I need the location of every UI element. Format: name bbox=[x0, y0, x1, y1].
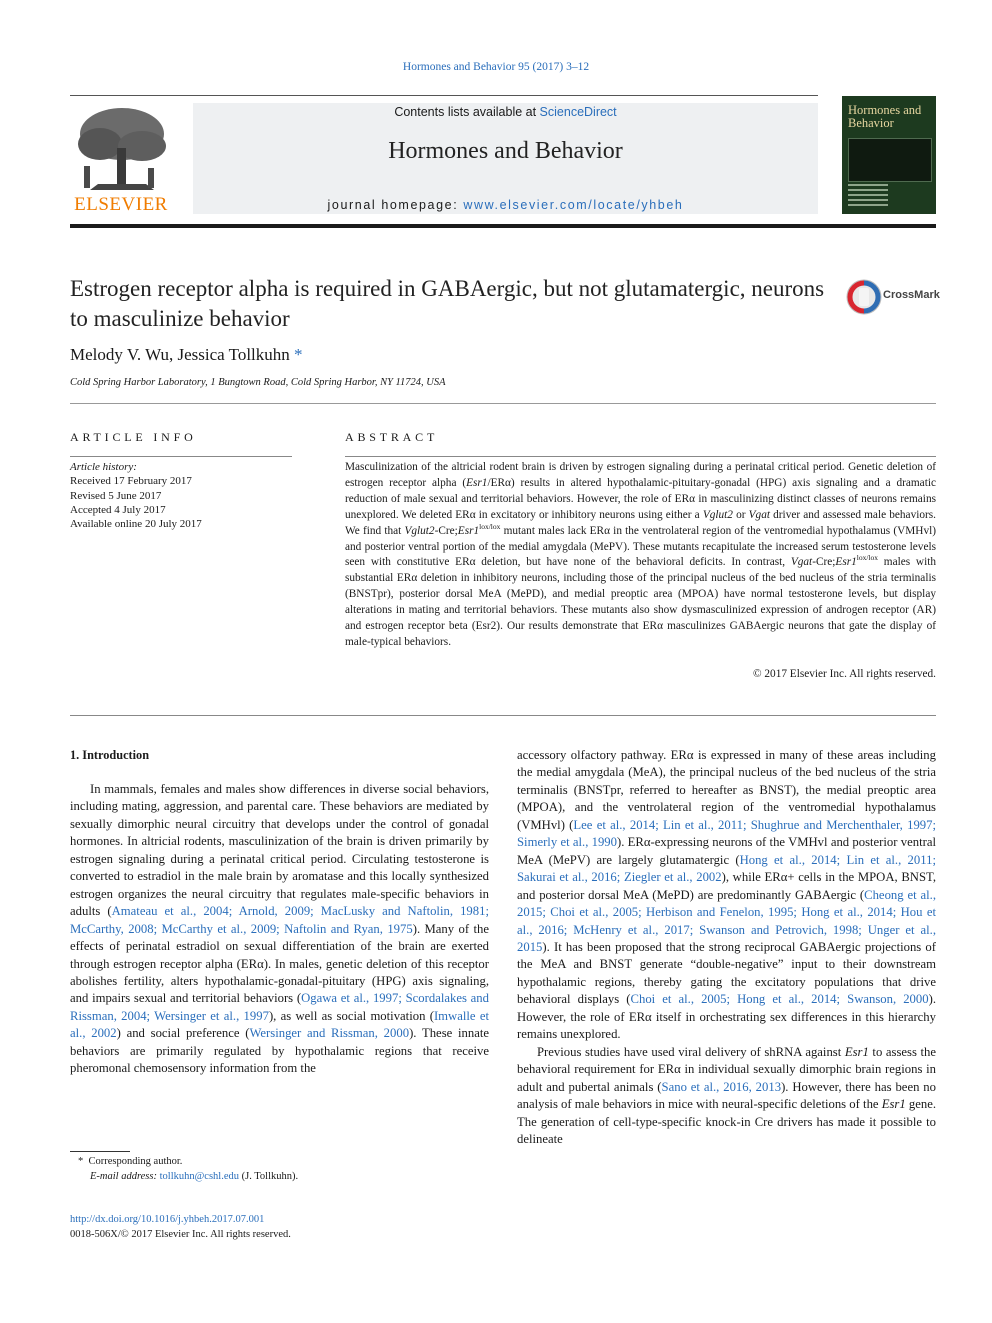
article-title: Estrogen receptor alpha is required in GABAergic, but not glutamatergic, neurons to masculinize behavior bbox=[70, 276, 825, 331]
authors-text: Melody V. Wu, Jessica Tollkuhn bbox=[70, 345, 290, 364]
history-label: Article history: bbox=[70, 461, 137, 473]
citation-link[interactable]: Choi et al., 2005; Hong et al., 2014; Swanson, 2000 bbox=[630, 992, 929, 1007]
cover-text-lines bbox=[848, 184, 888, 209]
received-date: Received 17 February 2017 bbox=[70, 475, 192, 488]
body-column-right bbox=[517, 747, 936, 1148]
citation-link[interactable]: Cheong et al., 2015; Choi et al., 2005; Herbison and Fenelon, 1995; Hong et al., 2014; Hou et al., 2016; McHenry et al., 2017; Swanson and Petrovich, 1998; Unger et al., 2015 bbox=[517, 887, 936, 954]
paragraph: Previous studies have used viral delivery of shRNA against Esr1 to assess the behavioral requirement for ERα in individual sexually dimorphic brain regions in adult and pubertal animals (Sano et al., 2016, 2013). However, there has been no analysis of male behaviors in mice with neural-specific deletions of the Esr1 gene. The generation of cell-type-specific knock-in Cre drivers has made it possible to delineate bbox=[517, 1044, 937, 1146]
journal-reference[interactable]: Hormones and Behavior 95 (2017) 3–12 bbox=[402, 61, 590, 73]
header-thick-rule bbox=[70, 224, 936, 228]
abstract-heading: ABSTRACT bbox=[345, 430, 439, 444]
divider bbox=[70, 403, 936, 404]
online-date: Available online 20 July 2017 bbox=[70, 518, 202, 531]
corresponding-note: Corresponding author. bbox=[88, 1156, 183, 1167]
journal-cover-image[interactable] bbox=[842, 96, 936, 214]
homepage-link[interactable]: www.elsevier.com/locate/yhbeh bbox=[463, 198, 684, 212]
contents-prefix: Contents lists available at bbox=[394, 105, 540, 119]
revised-date: Revised 5 June 2017 bbox=[70, 489, 162, 502]
cover-title: Hormones and Behavior bbox=[848, 103, 922, 130]
crossmark-icon[interactable] bbox=[846, 279, 882, 315]
article-info-heading: ARTICLE INFO bbox=[70, 430, 197, 444]
doi-link[interactable]: http://dx.doi.org/10.1016/j.yhbeh.2017.07.001 bbox=[70, 1214, 265, 1225]
citation-link[interactable]: Ogawa et al., 1997; Scordalakes and Rissman, 2004; Wersinger et al., 1997 bbox=[70, 991, 489, 1023]
citation-link[interactable]: Amateau et al., 2004; Arnold, 2009; MacLusky and Naftolin, 1981; McCarthy, 2008; McCarthy et al., 2009; Naftolin and Ryan, 1975 bbox=[70, 904, 489, 936]
affiliation: Cold Spring Harbor Laboratory, 1 Bungtown Road, Cold Spring Harbor, NY 11724, USA bbox=[70, 377, 446, 388]
paragraph: In mammals, females and males show differences in diverse social behaviors, including mating, aggression, and parental care. These behaviors are mediated by sexually dimorphic neural circuitry that develops under the control of gonadal hormones. In altricial rodents, masculinization of the brain is driven primarily by estrogen signaling during a perinatal critical period. Circulating testosterone is converted to estradiol in the male brain by aromatase and this locally synthesized estrogen organizes the neural circuitry that regulates male-specific behaviors in adults (Amateau et al., 2004; Arnold, 2009; MacLusky and Naftolin, 1981; McCarthy, 2008; McCarthy et al., 2009; Naftolin and Ryan, 1975). Many of the effects of perinatal estradiol on sexual differentiation of the brain are exerted through estrogen receptor alpha (ERα). In males, genetic deletion of this receptor abolishes fertility, alters hypothalamic-gonadal-pituitary (HPG) axis signaling, and impairs sexual and territorial behaviors (Ogawa et al., 1997; Scordalakes and Rissman, 2004; Wersinger et al., 1997), as well as social motivation (Imwalle et al., 2002) and social preference (Wersinger and Rissman, 2000). These innate behaviors are primarily regulated by hypothalamic regions that receive pheromonal chemosensory information from the bbox=[70, 782, 489, 1076]
corresponding-author-mark[interactable]: * bbox=[294, 345, 303, 364]
cover-picture bbox=[848, 138, 932, 182]
email-label: E-mail address: bbox=[90, 1171, 160, 1182]
abstract-text: Masculinization of the altricial rodent brain is driven by estrogen signaling during a perinatal critical period. Genetic deletion of estrogen receptor alpha (Esr1/ERα) results in altered hypothalamic-pituitary-gonadal (HPG) axis signaling and a dramatic reduction of male sexual and territorial behaviors. However, the role of ERα in masculinizing distinct classes of neurons remains unexplored. We deleted ERα in excitatory or inhibitory neurons using either a Vglut2 or Vgat driver and assessed male behaviors. We find that $Vglut2-Cre;Esr1^{lox/lox}$ mutant males lack ERα in the ventrolateral region of the ventromedial hypothalamus (VMHvl) and posterior ventral portion of the medial amygdala (MePV). These mutants recapitulate the increased serum testosterone levels seen with constitutive ERα deletion, but have none of the behavioral deficits. In contrast, Vgat-$Cre;Esr1^{lox/lox}$ males with substantial ERα deletion in inhibitory neurons, including those of the principal nucleus of the bed nucleus of the stria terminalis (BNSTpr), posterior dorsal MeA (MePD), and medial preoptic area (MPOA) have normal testosterone levels, but display alterations in mating and territorial behaviors. These mutants also show dysmasculinized expression of androgen receptor (AR) and estrogen receptor beta (Esr2). Our results demonstrate that ERα masculinizes GABAergic neurons that gate the display of male-typical behaviors. bbox=[345, 461, 936, 648]
citation-link[interactable]: Wersinger and Rissman, 2000 bbox=[249, 1026, 410, 1041]
header-top-rule bbox=[70, 95, 818, 96]
divider bbox=[70, 456, 292, 457]
divider bbox=[70, 715, 936, 716]
email-link[interactable]: tollkuhn@cshl.edu bbox=[159, 1171, 239, 1182]
article-history bbox=[70, 460, 292, 531]
citation-link[interactable]: Lee et al., 2014; Lin et al., 2011; Shughrue and Merchenthaler, 1997; Simerly et al., 1990 bbox=[517, 817, 936, 850]
paragraph: accessory olfactory pathway. ERα is expressed in many of these areas including the medial amygdala (MeA), the principal nucleus of the bed nucleus of the stria terminalis (BNSTpr, referred to hereafter as BNST), the medial preoptic area (MPOA), and the ventrolateral region of the ventromedial hypothalamus (VMHvl) (Lee et al., 2014; Lin et al., 2011; Shughrue and Merchenthaler, 1997; Simerly et al., 1990). ERα-expressing neurons of the VMHvl and posterior ventral MeA (MePV) are largely glutamatergic (Hong et al., 2014; Lin et al., 2011; Sakurai et al., 2016; Ziegler et al., 2002), while ERα+ cells in the MPOA, BNST, and posterior dorsal MeA (MePD) are predominantly GABAergic (Cheong et al., 2015; Choi et al., 2005; Herbison and Fenelon, 1995; Hong et al., 2014; Hou et al., 2016; McHenry et al., 2017; Swanson and Petrovich, 1998; Unger et al., 2015). It has been proposed that the strong reciprocal GABAergic projections of the MeA and BNST generate “double-negative” input to their downstream hypothalamic regions, thereby gating the excitatory populations that drive behavioral displays (Choi et al., 2005; Hong et al., 2014; Swanson, 2000). However, the role of ERα itself in orchestrating sex differences in this hierarchy remains unexplored. bbox=[517, 748, 936, 1042]
elsevier-wordmark: ELSEVIER bbox=[74, 194, 168, 215]
section-heading-introduction: 1. Introduction bbox=[70, 748, 150, 762]
footnote-rule bbox=[70, 1151, 130, 1152]
abstract-copyright: © 2017 Elsevier Inc. All rights reserved. bbox=[752, 668, 936, 680]
homepage-prefix: journal homepage: bbox=[327, 198, 464, 212]
divider bbox=[345, 456, 936, 457]
homepage-line bbox=[193, 198, 818, 212]
body-column-left bbox=[70, 781, 489, 1078]
crossmark-label[interactable]: CrossMark bbox=[883, 289, 940, 301]
journal-title: Hormones and Behavior bbox=[388, 138, 623, 164]
sciencedirect-link[interactable]: ScienceDirect bbox=[539, 105, 617, 119]
footnote-mark: * bbox=[78, 1156, 84, 1167]
citation-link[interactable]: Imwalle et al., 2002 bbox=[70, 1008, 489, 1041]
footnote: * Corresponding author. E-mail address: tollkuhn@cshl.edu (J. Tollkuhn). bbox=[78, 1156, 299, 1182]
issn-copyright: 0018-506X/© 2017 Elsevier Inc. All rights reserved. bbox=[70, 1229, 291, 1240]
citation-link[interactable]: Hong et al., 2014; Lin et al., 2011; Sakurai et al., 2016; Ziegler et al., 2002 bbox=[517, 852, 936, 885]
contents-line bbox=[193, 105, 818, 119]
accepted-date: Accepted 4 July 2017 bbox=[70, 503, 166, 516]
citation-link[interactable]: Sano et al., 2016, 2013 bbox=[661, 1079, 782, 1094]
author-list bbox=[70, 345, 303, 365]
